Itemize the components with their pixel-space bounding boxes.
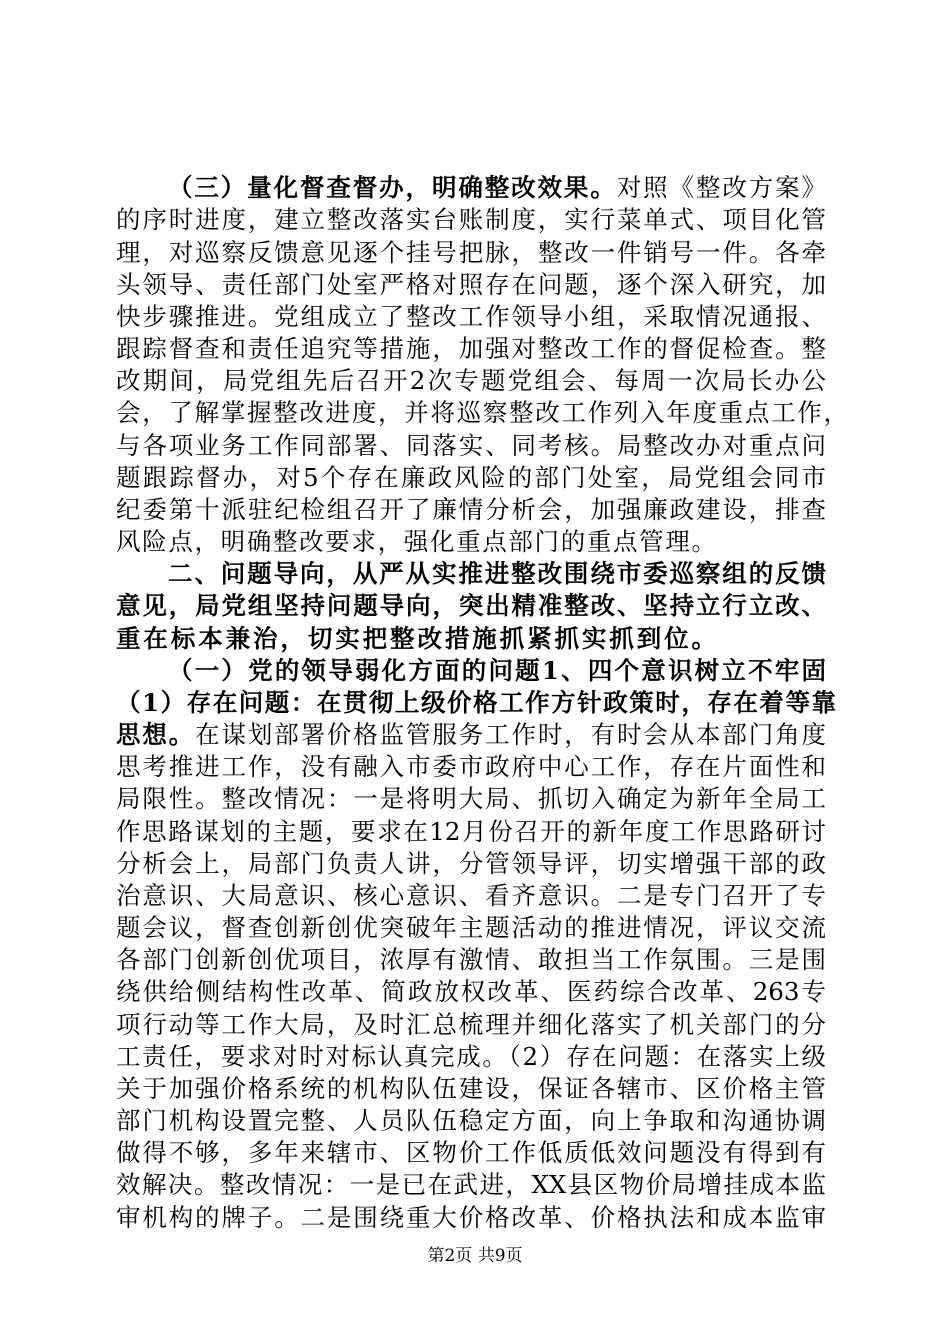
body-text-line: [116, 302, 826, 332]
body-text-line: [116, 1010, 826, 1040]
text-segment: 改期间，局党组先后召开2次专题党组会、每周一次局长办公: [116, 366, 826, 395]
text-segment: 题跟踪督办，对5个存在廉政风险的部门处室，局党组会同市: [116, 463, 826, 492]
text-segment: 绕供给侧结构性改革、简政放权改革、医药综合改革、263专: [116, 977, 826, 1006]
text-segment: 治意识、大局意识、核心意识、看齐意识。二是专门召开了专: [116, 881, 826, 910]
text-segment: 项行动等工作大局，及时汇总梳理并细化落实了机关部门的分: [116, 1010, 826, 1039]
text-segment: 做得不够，多年来辖市、区物价工作低质低效问题没有得到有: [116, 1138, 826, 1167]
text-segment: 的序时进度，建立整改落实台账制度，实行菜单式、项目化管: [116, 205, 826, 234]
body-text-line: [116, 1106, 826, 1136]
bold-text-segment: （一）党的领导弱化方面的问题1、四个意识树立不牢固: [168, 656, 826, 685]
text-segment: 效解决。整改情况：一是已在武进，XX县区物价局增挂成本监: [116, 1170, 826, 1199]
page-footer: 第2页 共9页: [427, 1246, 523, 1266]
body-text-line: [116, 527, 716, 557]
body-text-line: [116, 495, 826, 525]
text-segment: 部门机构设置完整、人员队伍稳定方面，向上争取和沟通协调: [116, 1106, 826, 1135]
text-segment: 在谋划部署价格监管服务工作时，有时会从本部门角度: [195, 720, 827, 749]
text-segment: 风险点，明确整改要求，强化重点部门的重点管理。: [116, 527, 716, 556]
body-text-line: [168, 173, 826, 203]
text-segment: 头领导、责任部门处室严格对照存在问题，逐个深入研究，加: [116, 270, 826, 299]
body-text-line: [116, 784, 826, 814]
text-segment: 审机构的牌子。二是围绕重大价格改革、价格执法和成本监审: [116, 1203, 826, 1232]
text-segment: 快步骤推进。党组成立了整改工作领导小组，采取情况通报、: [116, 302, 826, 331]
body-text-line: [116, 431, 826, 461]
body-text-line: [116, 945, 826, 975]
bold-text-segment: 二、问题导向，从严从实推进整改围绕市委巡察组的反馈: [168, 559, 826, 588]
body-text-line: [116, 1074, 826, 1104]
text-segment: 与各项业务工作同部署、同落实、同考核。局整改办对重点问: [116, 431, 826, 460]
body-text-line: [116, 624, 716, 654]
body-text-line: [116, 881, 826, 911]
text-segment: 题会议，督查创新创优突破年主题活动的推进情况，评议交流: [116, 913, 826, 942]
body-text-line: [116, 205, 826, 235]
bold-text-segment: 意见，局党组坚持问题导向，突出精准整改、坚持立行立改、: [116, 591, 826, 620]
bold-text-segment: 重在标本兼治，切实把整改措施抓紧抓实抓到位。: [116, 624, 716, 653]
body-text-line: [116, 591, 826, 621]
body-text-line: [116, 1203, 826, 1233]
text-segment: 关于加强价格系统的机构队伍建设，保证各辖市、区价格主管: [116, 1074, 826, 1103]
body-text-line: [116, 1170, 826, 1200]
body-text-line: [116, 817, 826, 847]
bold-text-segment: 思想。: [116, 720, 196, 749]
text-segment: 理，对巡察反馈意见逐个挂号把脉，整改一件销号一件。各牵: [116, 238, 826, 267]
body-text-line: [116, 238, 826, 268]
text-segment: 思考推进工作，没有融入市委市政府中心工作，存在片面性和: [116, 752, 826, 781]
text-segment: 对照《整改方案》: [616, 173, 827, 202]
text-segment: 各部门创新创优项目，浓厚有激情、敢担当工作氛围。三是围: [116, 945, 826, 974]
bold-text-segment: （三）量化督查督办，明确整改效果。: [168, 173, 617, 202]
body-text-line: [116, 334, 826, 364]
text-segment: 跟踪督查和责任追究等措施，加强对整改工作的督促检查。整: [116, 334, 826, 363]
body-text-line: [116, 463, 826, 493]
body-text-line: [116, 398, 848, 428]
body-text-line: [116, 720, 826, 750]
body-text-line: [116, 270, 826, 300]
body-text-line: [116, 366, 826, 396]
text-segment: 会，了解掌握整改进度，并将巡察整改工作列入年度重点工作，: [116, 398, 848, 427]
body-text-line: [116, 849, 826, 879]
text-segment: 作思路谋划的主题，要求在12月份召开的新年度工作思路研讨: [116, 817, 826, 846]
body-text-line: [116, 977, 826, 1007]
body-text-line: [116, 1138, 826, 1168]
text-segment: 纪委第十派驻纪检组召开了廉情分析会，加强廉政建设，排查: [116, 495, 826, 524]
body-text-line: [168, 656, 826, 686]
bold-text-segment: （1）存在问题：在贯彻上级价格工作方针政策时，存在着等靠: [116, 688, 836, 717]
text-segment: 局限性。整改情况：一是将明大局、抓切入确定为新年全局工: [116, 784, 826, 813]
text-segment: 分析会上，局部门负责人讲，分管领导评，切实增强干部的政: [116, 849, 826, 878]
text-segment: 工责任，要求对时对标认真完成。（2）存在问题：在落实上级: [116, 1042, 826, 1071]
body-text-line: [116, 1042, 826, 1072]
body-text-line: [116, 752, 826, 782]
body-text-line: [116, 913, 826, 943]
body-text-line: [116, 688, 836, 718]
body-text-line: [168, 559, 826, 589]
